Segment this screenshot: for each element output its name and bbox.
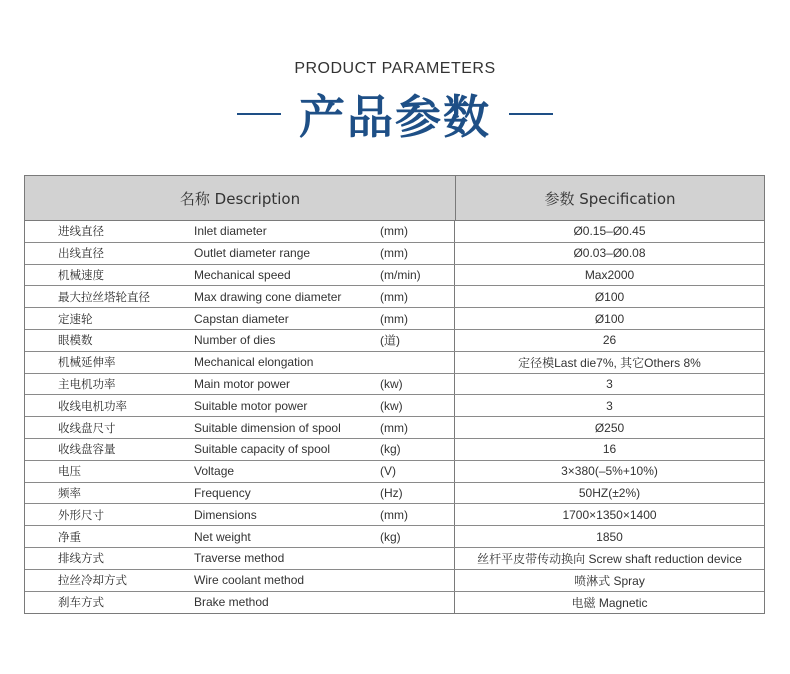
- row-unit: (kg): [380, 442, 401, 457]
- row-specification-value: 3: [606, 398, 613, 413]
- table-row: [25, 352, 764, 374]
- row-name-english: Voltage: [194, 464, 235, 479]
- row-unit: (mm): [380, 420, 408, 435]
- row-specification-value: Ø250: [594, 420, 625, 435]
- table-row: [25, 330, 764, 352]
- table-row: [25, 439, 764, 461]
- row-description-cell: [25, 374, 455, 395]
- row-specification-value: 电磁 Magnetic: [571, 595, 648, 610]
- row-description-cell: [25, 330, 455, 351]
- row-name-chinese: 机械延伸率: [58, 355, 116, 370]
- row-name-chinese: 进线直径: [58, 224, 104, 239]
- row-unit: (mm): [380, 311, 408, 326]
- row-name-chinese: 拉丝冷却方式: [58, 573, 127, 588]
- row-specification-value: Ø0.03–Ø0.08: [573, 246, 646, 261]
- row-specification-value: 50HZ(±2%): [578, 485, 641, 500]
- row-name-english: Main motor power: [194, 376, 291, 391]
- row-description-cell: [25, 526, 455, 547]
- table-row: [25, 548, 764, 570]
- section-title: 产品参数: [299, 90, 491, 144]
- row-name-english: Suitable capacity of spool: [194, 442, 331, 457]
- row-unit: (m/min): [380, 267, 421, 282]
- table-row: [25, 570, 764, 592]
- row-name-english: Max drawing cone diameter: [194, 289, 342, 304]
- table-row: [25, 308, 764, 330]
- row-description-cell: [25, 570, 455, 591]
- row-specification-value: 1700×1350×1400: [562, 507, 657, 522]
- row-description-cell: [25, 221, 455, 242]
- table-row: [25, 243, 764, 265]
- row-name-english: Capstan diameter: [194, 311, 289, 326]
- row-description-cell: [25, 395, 455, 416]
- row-name-english: Number of dies: [194, 333, 276, 348]
- row-name-english: Dimensions: [194, 507, 257, 522]
- table-body: [25, 221, 764, 613]
- row-description-cell: [25, 548, 455, 569]
- table-row: [25, 483, 764, 505]
- row-unit: (道): [380, 333, 400, 348]
- parameters-table: [24, 175, 765, 614]
- row-name-chinese: 外形尺寸: [58, 507, 104, 522]
- row-unit: (mm): [380, 246, 408, 261]
- row-name-english: Suitable dimension of spool: [194, 420, 341, 435]
- table-row: [25, 526, 764, 548]
- row-description-cell: [25, 504, 455, 525]
- row-specification-value: 3×380(–5%+10%): [561, 464, 658, 479]
- row-unit: (kw): [380, 398, 403, 413]
- row-unit: (mm): [380, 289, 408, 304]
- table-row: [25, 265, 764, 287]
- table-row: [25, 221, 764, 243]
- row-description-cell: [25, 417, 455, 438]
- row-specification-value: 丝杆平皮带传动换向 Screw shaft reduction device: [477, 551, 742, 566]
- row-name-chinese: 眼模数: [58, 333, 93, 348]
- row-name-english: Outlet diameter range: [194, 246, 311, 261]
- column-header-description: 名称 Description: [25, 176, 456, 220]
- row-name-chinese: 净重: [58, 529, 81, 544]
- row-name-english: Wire coolant method: [194, 573, 305, 588]
- row-name-chinese: 主电机功率: [58, 376, 116, 391]
- row-name-chinese: 最大拉丝塔轮直径: [58, 289, 150, 304]
- row-specification-value: 26: [602, 333, 617, 348]
- table-row: [25, 504, 764, 526]
- row-name-english: Mechanical speed: [194, 267, 291, 282]
- row-specification-value: 1850: [596, 529, 623, 544]
- table-row: [25, 417, 764, 439]
- row-unit: (mm): [380, 507, 408, 522]
- table-row: [25, 286, 764, 308]
- row-name-chinese: 出线直径: [58, 246, 104, 261]
- table-row: [25, 592, 764, 614]
- row-name-english: Inlet diameter: [194, 224, 267, 239]
- row-specification-value: Ø0.15–Ø0.45: [573, 224, 646, 239]
- column-header-specification: 参数 Specification: [544, 189, 676, 208]
- title-left-rule: [237, 113, 281, 115]
- row-name-chinese: 刹车方式: [58, 595, 104, 610]
- row-name-chinese: 收线电机功率: [58, 398, 127, 413]
- row-specification-value: Ø100: [594, 311, 625, 326]
- row-name-english: Net weight: [194, 529, 251, 544]
- section-title-block: [0, 84, 790, 144]
- row-name-chinese: 频率: [58, 485, 81, 500]
- row-unit: (V): [380, 464, 396, 479]
- row-specification-value: 定径模Last die7%, 其它Others 8%: [518, 355, 701, 370]
- row-unit: (Hz): [380, 485, 403, 500]
- row-name-chinese: 电压: [58, 464, 81, 479]
- row-name-chinese: 定速轮: [58, 311, 93, 326]
- row-name-chinese: 排线方式: [58, 551, 104, 566]
- row-specification-value: 3: [606, 376, 613, 391]
- row-unit: (kw): [380, 376, 403, 391]
- row-name-english: Brake method: [194, 595, 269, 610]
- row-name-english: Suitable motor power: [194, 398, 308, 413]
- row-name-english: Traverse method: [194, 551, 285, 566]
- table-row: [25, 374, 764, 396]
- row-description-cell: [25, 461, 455, 482]
- row-specification-value: Max2000: [584, 267, 635, 282]
- row-description-cell: [25, 592, 455, 614]
- section-subtitle: PRODUCT PARAMETERS: [294, 60, 496, 77]
- row-description-cell: [25, 352, 455, 373]
- row-name-chinese: 收线盘容量: [58, 442, 116, 457]
- row-description-cell: [25, 286, 455, 307]
- row-name-chinese: 收线盘尺寸: [58, 420, 116, 435]
- row-description-cell: [25, 308, 455, 329]
- row-description-cell: [25, 483, 455, 504]
- row-specification-value: Ø100: [594, 289, 625, 304]
- row-specification-value: 16: [602, 442, 617, 457]
- row-specification-value: 喷淋式 Spray: [574, 573, 645, 588]
- row-description-cell: [25, 243, 455, 264]
- row-name-english: Frequency: [194, 485, 251, 500]
- table-row: [25, 461, 764, 483]
- row-description-cell: [25, 265, 455, 286]
- row-description-cell: [25, 439, 455, 460]
- row-unit: (mm): [380, 224, 408, 239]
- table-header: [25, 176, 764, 221]
- title-right-rule: [509, 113, 553, 115]
- row-name-chinese: 机械速度: [58, 267, 104, 282]
- row-name-english: Mechanical elongation: [194, 355, 314, 370]
- table-row: [25, 395, 764, 417]
- row-unit: (kg): [380, 529, 401, 544]
